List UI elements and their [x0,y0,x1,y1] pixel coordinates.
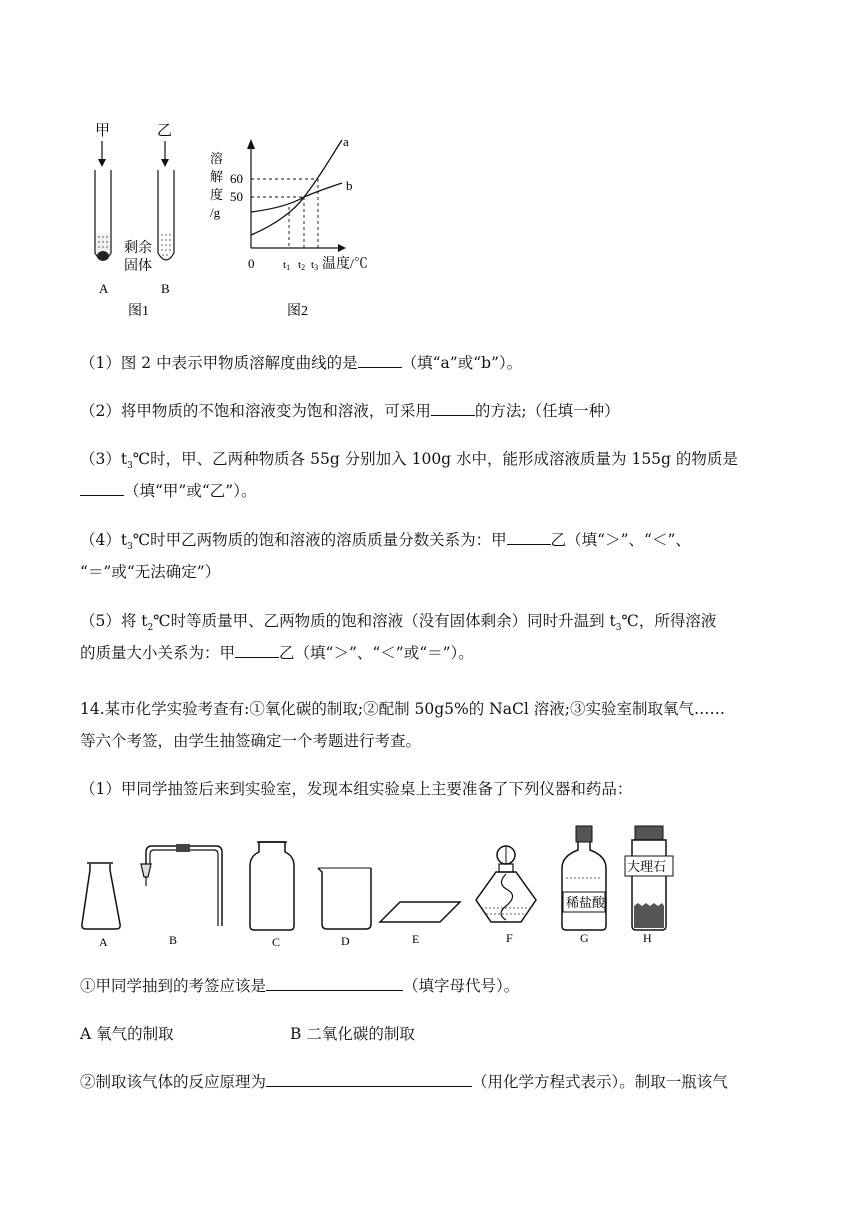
ylabel-1: 解 [210,169,224,184]
x-tick-0: 0 [248,256,255,271]
x-tick-t3: t3 [311,259,319,272]
figure-1-2 [80,115,380,325]
fig1-caption: 图1 [128,304,149,319]
question-3-line2: （填“甲”或“乙”）。 [80,481,780,501]
question-4-line1: $(4)t_3℃$时甲乙两物质的饱和溶液的溶质质量分数关系为：甲 乙（填“＞”、“＜”、 [80,531,691,553]
x-tick-t2: t2 [298,259,306,272]
answer-blank-14-2[interactable] [266,1072,472,1087]
label-solid: 固体 [124,259,152,274]
answer-blank-5[interactable] [235,643,279,658]
y-tick-50: 50 [230,189,243,204]
test-tube-a [95,170,111,261]
x-tick-t1: t1 [283,259,291,272]
ylabel-2: 度 [210,187,224,202]
apparatus-label-d: D [341,934,350,948]
question-2: （2）将甲物质的不饱和溶液变为饱和溶液，可采用 的方法;（任填一种） [80,402,620,420]
question-5-line1: （5）将 $t_2℃$时等质量甲、乙两物质的饱和溶液（没有固体剩余）同时升温到 $t_3℃$，所得溶液 [80,612,717,634]
question-4-line2: “＝”或“无法确定”） [80,563,221,581]
question-1: （1）图 2 中表示甲物质溶解度曲线的是 （填“a”或“b”）。 [80,354,523,372]
question-5-line2: 的质量大小关系为：甲 乙（填“＞”、“＜”或“＝”）。 [80,644,474,662]
apparatus-label-a: A [99,935,108,949]
apparatus-label-c: C [272,935,281,949]
apparatus-label-e: E [412,932,420,946]
apparatus-label-h: H [643,931,652,945]
apparatus-label-g: G [580,931,589,945]
question-14-line1: 14.某市化学实验考查有:①氧化碳的制取;②配制 50g5%的 NaCl 溶液;③实验室制取氧气…… [80,700,725,718]
answer-blank-14-1[interactable] [266,976,403,991]
test-tube-b [158,170,174,260]
label-yi: 乙 [157,123,173,139]
answer-blank-3[interactable] [80,481,124,496]
option-a: A 氧气的制取 [80,1025,174,1043]
y-tick-60: 60 [230,171,243,186]
beaker-icon [318,868,371,929]
ylabel-0: 溶 [210,151,224,166]
conical-flask-icon [82,863,120,929]
x-axis-label: 温度/℃ [322,257,368,272]
answer-blank-4[interactable] [507,530,551,545]
bottle-g-label: 稀盐酸 [566,895,606,910]
answer-blank-1[interactable] [358,353,402,368]
label-jia: 甲 [95,123,111,139]
question-14-sub1: （1）甲同学抽签后来到实验室，发现本组实验桌上主要准备了下列仪器和药品： [80,780,633,798]
answer-blank-2[interactable] [431,401,475,416]
question-14-item1: ①甲同学抽到的考签应该是 （填字母代号）。 [80,977,520,995]
glass-plate-icon [380,902,460,922]
apparatus-label-f: F [506,931,513,945]
option-b: B 二氧化碳的制取 [290,1025,415,1043]
curve-b-label: b [346,178,353,193]
curve-a-label: a [343,134,349,149]
bottle-h-label: 大理石 [627,859,667,874]
tube-a-label: A [99,281,109,296]
marble-bottle-icon [625,826,673,930]
gas-jar-icon [250,842,294,930]
question-14-item2: ②制取该气体的反应原理为 （用化学方程式表示）。制取一瓶该气 [80,1073,728,1091]
ylabel-3: /g [210,205,221,220]
apparatus-svg [76,822,686,952]
figure-1-2-svg [80,115,380,325]
label-residue: 剩余 [124,241,152,256]
apparatus-figure [76,822,686,952]
apparatus-label-b: B [169,933,178,947]
question-3-line1: $(3)t_3℃$时，甲、乙两种物质各 55g 分别加入 100g 水中，能形成溶液质量为 155g 的物质是 [80,450,738,472]
tube-b-label: B [161,281,170,296]
solubility-chart [210,134,368,319]
fig2-caption: 图2 [287,304,308,319]
hydrochloric-acid-bottle-icon [562,826,606,930]
question-14-options [80,1024,780,1044]
alcohol-lamp-icon [476,846,536,922]
question-14-line2: 等六个考签，由学生抽签确定一个考题进行考查。 [80,732,422,750]
curve-b [251,183,342,212]
delivery-tube-icon [141,844,222,926]
